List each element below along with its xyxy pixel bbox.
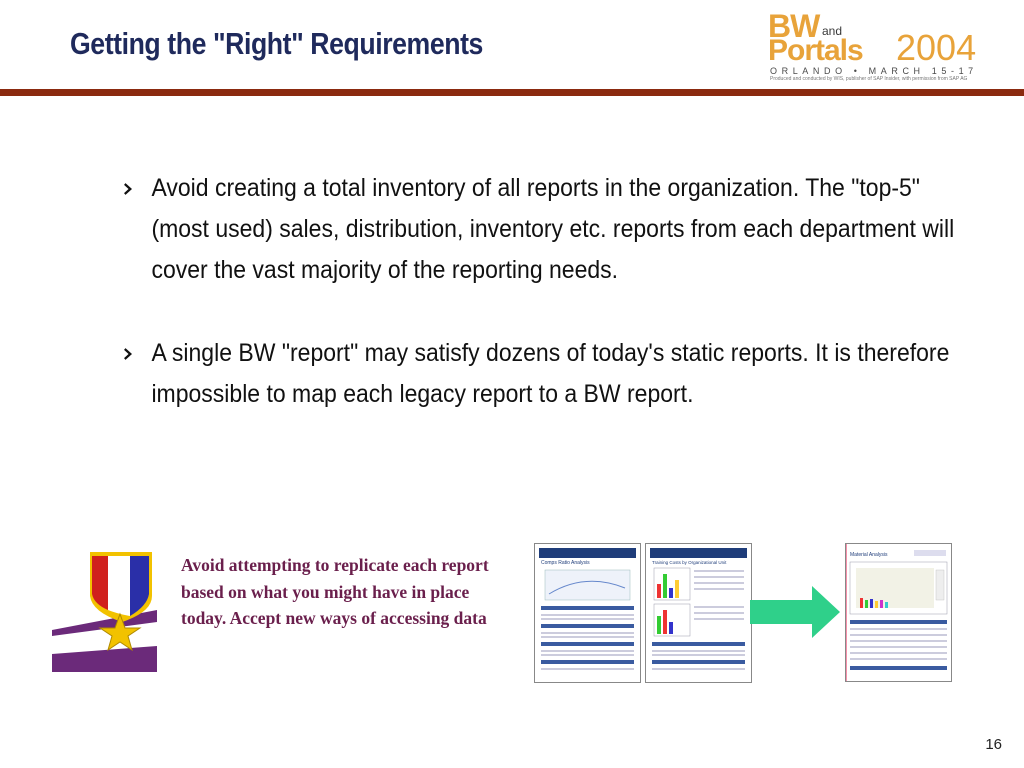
bullet-list: [122, 168, 992, 415]
logo-and: and: [822, 24, 843, 38]
report-title: Material Analysis: [850, 552, 888, 558]
logo-city-dates: ORLANDO • MARCH 15-17: [770, 66, 978, 76]
slide-title: Getting the "Right" Requirements: [70, 26, 483, 61]
logo-credit: Produced and conducted by WIS, publisher of SAP Insider, with permission from SAP AG: [770, 76, 968, 82]
logo-bw: BW: [768, 8, 820, 44]
callout-text: Avoid attempting to replicate each report based on what you might have in place today. Accept new ways of accessing data: [181, 555, 489, 628]
bw-portals-2004-logo: [766, 10, 991, 82]
chevron-right-icon: [122, 347, 133, 361]
medal-icon: [52, 550, 157, 672]
page-number: 16: [985, 736, 1002, 753]
bullet-text: A single BW "report" may satisfy dozens of today's static reports. It is therefore impossible to map each legacy report to a BW report.: [151, 339, 950, 408]
report-thumbnail: [645, 543, 752, 683]
report-preview: [535, 544, 640, 682]
bullet-item: [122, 168, 979, 291]
transition-arrow-icon: [750, 586, 840, 638]
title-divider: [0, 89, 1024, 96]
report-thumbnail: [534, 543, 641, 683]
logo-portals: Portals: [768, 34, 863, 67]
report-thumbnail: [845, 543, 952, 682]
bullet-item: [122, 333, 979, 415]
report-preview: [846, 544, 951, 681]
chevron-right-icon: [122, 182, 133, 196]
logo-year: 2004: [896, 27, 977, 68]
bullet-text: Avoid creating a total inventory of all reports in the organization. The "top-5" (most used) sales, distribution, inventory etc. reports from each department will cover the vast majority of the reporting needs.: [151, 174, 955, 284]
report-preview: [646, 544, 751, 682]
report-title: Training Costs by Organizational Unit: [652, 560, 727, 565]
report-title: Comps Ratio Analysis: [541, 560, 590, 566]
